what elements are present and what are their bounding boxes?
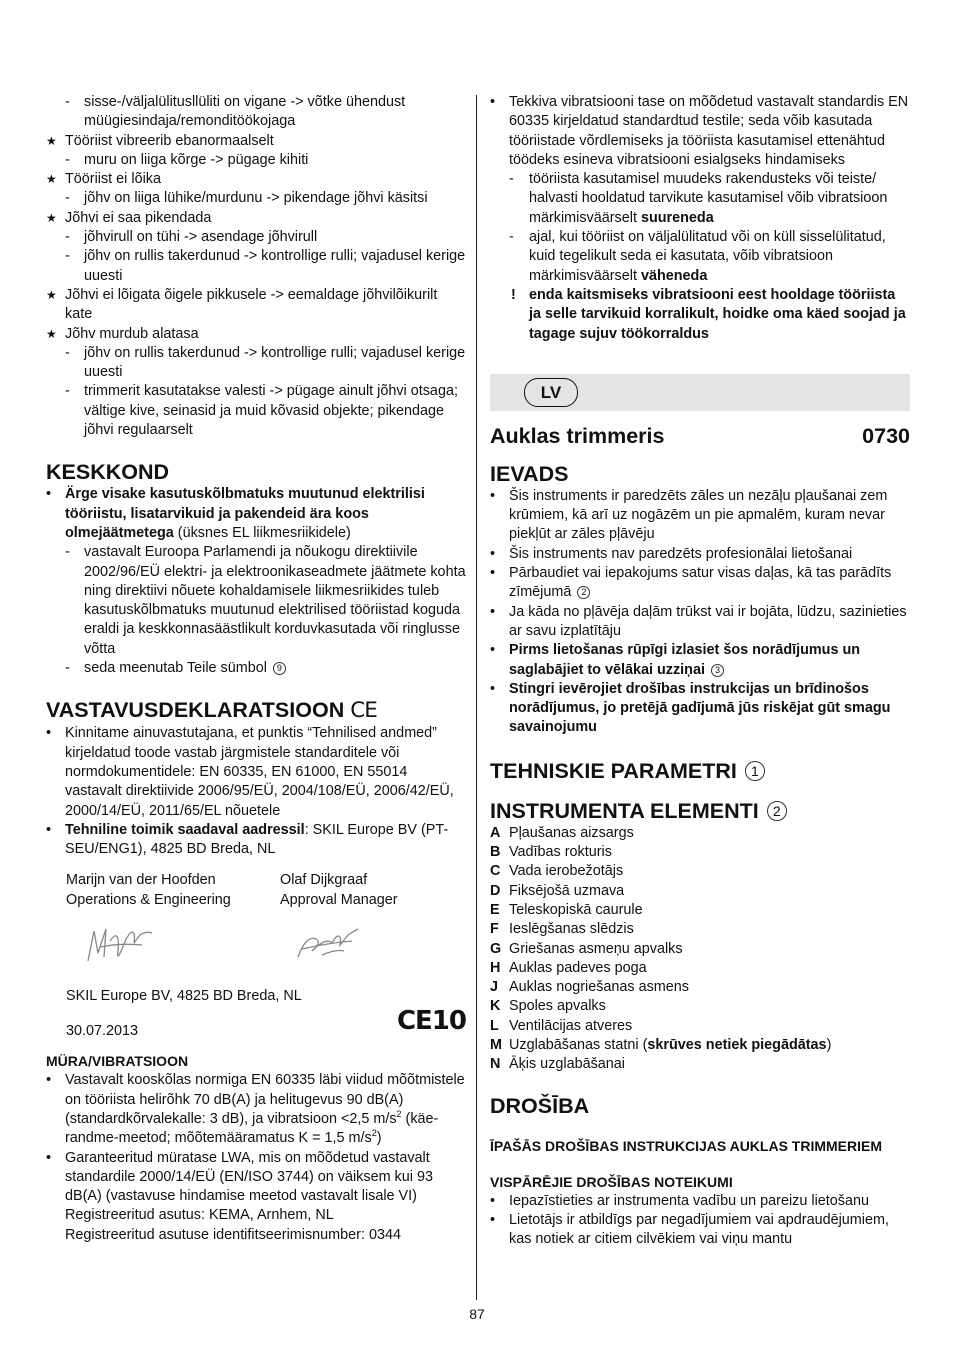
- list-item: • Stingri ievērojiet drošības instrukcijas un brīdinošos norādījumus, jo pretējā gadījumā jūs riskējat gūt smagu savainojumu: [490, 680, 910, 738]
- element-label: Auklas nogriešanas asmens: [509, 979, 689, 996]
- elements-list: [490, 824, 910, 1075]
- list-item: - ajal, kui tööriist on väljalülitatud või on küll sisselülitatud, kuid tegelikult seda ei kasutata, võib vibratsioon märkimisväärselt väheneda: [490, 228, 910, 286]
- list-item: • Iepazīstieties ar instrumenta vadību un pareizu lietošanu: [490, 1192, 910, 1211]
- figure-ref: 2: [767, 801, 787, 821]
- list-item: ★ Tööriist vibreerib ebanormaalselt: [46, 132, 466, 151]
- list-item: • Ja kāda no pļāvēja daļām trūkst vai ir bojāta, lūdzu, sazinieties ar savu izplatītāju: [490, 603, 910, 642]
- language-band: [490, 374, 910, 411]
- figure-ref: 1: [745, 761, 765, 781]
- element-letter: N: [490, 1056, 501, 1073]
- element-item: [490, 920, 910, 939]
- element-letter: A: [490, 824, 501, 841]
- list-item: ★ Jõhv murdub alatasa: [46, 325, 466, 344]
- list-item: ★ Tööriist ei lõika: [46, 170, 466, 189]
- subheading: ĪPAŠĀS DROŠĪBAS INSTRUKCIJAS AUKLAS TRIMMERIEM: [490, 1137, 883, 1154]
- signature-block: [46, 859, 466, 1014]
- list-item: • Kinnitame ainuvastutajana, et punktis “Tehnilised andmed” kirjeldatud toode vastab järgmistele standarditele või normdokumentidele: EN 60335, EN 61000, EN 55014 vastavalt direktiivide 2006/95/EÜ, 2004/108/EÜ, 2006/42/EÜ, 2000/14/EÜ, 2011/65/EL nõuetele: [46, 724, 466, 820]
- left-column: [46, 93, 466, 1245]
- product-title: Auklas trimmeris 0730: [490, 423, 910, 448]
- list-item: - sisse-/väljalülitusllüliti on vigane -> võtke ühendust müügiesindaja/remonditöökojaga: [46, 93, 466, 132]
- element-letter: C: [490, 863, 501, 880]
- ce10-mark: CE10: [396, 1006, 466, 1037]
- element-label: Pļaušanas aizsargs: [509, 824, 634, 841]
- list-item: - jõhvirull on tühi -> asendage jõhvirull: [46, 228, 466, 247]
- list-item: • Pirms lietošanas rūpīgi izlasiet šos norādījumus un saglabājiet to vēlākai uzziņai 3: [490, 641, 910, 680]
- element-letter: L: [490, 1017, 499, 1034]
- subheading: VISPĀRĒJIE DROŠĪBAS NOTEIKUMI: [490, 1173, 733, 1190]
- element-label: Vada ierobežotājs: [509, 863, 624, 880]
- section-heading-ievads: IEVADS: [490, 461, 569, 486]
- element-item: M Uzglabāšanas statni (skrūves netiek piegādātas): [490, 1036, 910, 1055]
- declaration-date: 30.07.2013: [66, 1023, 139, 1040]
- section-heading-drosiba: DROŠĪBA: [490, 1093, 590, 1118]
- list-item: - jõhv on rullis takerdunud -> kontrollige rulli; vajadusel kerige uuesti: [46, 247, 466, 286]
- list-item: ★ Jõhvi ei saa pikendada: [46, 209, 466, 228]
- list-item: - jõhv on liiga lühike/murdunu -> pikendage jõhvi käsitsi: [46, 189, 466, 208]
- list-item: - jõhv on rullis takerdunud -> kontrollige rulli; vajadusel kerige uuesti: [46, 344, 466, 383]
- element-label: Ieslēgšanas slēdzis: [509, 921, 634, 938]
- element-label: Spoles apvalks: [509, 998, 606, 1015]
- list-item: • Pārbaudiet vai iepakojums satur visas daļas, kā tas parādīts zīmējumā 2: [490, 564, 910, 603]
- element-letter: M: [490, 1036, 502, 1053]
- element-label: Uzglabāšanas statni (: [509, 1036, 648, 1053]
- troubleshooting-list: [46, 93, 466, 440]
- language-badge: LV: [524, 378, 578, 407]
- signer-role: Approval Manager: [280, 891, 398, 908]
- list-item: - muru on liiga kõrge -> pügage kihiti: [46, 151, 466, 170]
- element-letter: B: [490, 844, 501, 861]
- list-item: Registreeritud asutuse identifitseerimisnumber: 0344: [65, 1226, 401, 1243]
- element-label: Teleskopiskā caurule: [509, 901, 643, 918]
- element-letter: K: [490, 998, 501, 1015]
- company-address: SKIL Europe BV, 4825 BD Breda, NL: [66, 988, 302, 1005]
- list-item: - seda meenutab Teile sümbol 9: [46, 659, 466, 678]
- element-item: [490, 940, 910, 959]
- section-heading-keskkond: KESKKOND: [46, 460, 170, 485]
- element-item: [490, 901, 910, 920]
- element-item: [490, 862, 910, 881]
- list-item: • Tehniline toimik saadaval aadressil: SKIL Europe BV (PT-SEU/ENG1), 4825 BD Breda, NL: [46, 821, 466, 860]
- list-item: • Šis instruments ir paredzēts zāles un nezāļu pļaušanai zem krūmiem, kā arī uz nogāzēm un pie apmalēm, kuram nevar piekļūt ar zāles pļāvēju: [490, 487, 910, 545]
- section-heading-tech: TEHNISKIE PARAMETRI 1: [490, 758, 910, 784]
- element-letter: F: [490, 921, 499, 938]
- model-number: 0730: [862, 423, 910, 448]
- element-item: [490, 882, 910, 901]
- section-heading-myra: MÜRA/VIBRATSIOON: [46, 1053, 189, 1070]
- right-column: [490, 93, 910, 1249]
- list-item: • Garanteeritud müratase LWA, mis on mõõdetud vastavalt standardile 2000/14/EÜ (EN/ISO 3744) on väiksem kui 93 dB(A) (vastavuse hindamise meetod vastavalt lisale VI): [46, 1149, 466, 1207]
- element-label: Griešanas asmeņu apvalks: [509, 940, 683, 957]
- warning-item: ! enda kaitsmiseks vibratsiooni eest hooldage tööriista ja selle tarvikuid korralikult, hoidke oma käed soojad ja tagage sujuv töökorraldus: [490, 286, 910, 344]
- list-item: • Vastavalt kooskõlas normiga EN 60335 läbi viidud mõõtmistele on tööriista helirõhk 70 dB(A) ja helitugevus 90 dB(A) (standardkõrvalekalle: 3 dB), ja vibratsioon <2,5 $m/s^2$ (käe-randme-meetod; mõõtemääramatus K = 1,5 $m/s^2$): [46, 1071, 466, 1148]
- element-item: [490, 1055, 910, 1074]
- element-item: [490, 997, 910, 1016]
- signer-name: Olaf Dijkgraaf: [280, 872, 368, 889]
- element-label: Fiksējošā uzmava: [509, 882, 625, 899]
- element-letter: E: [490, 901, 500, 918]
- element-item: [490, 843, 910, 862]
- element-letter: J: [490, 979, 499, 996]
- signature-2-image: [292, 925, 366, 963]
- signature-1-image: [80, 921, 160, 969]
- section-heading-vastavus: VASTAVUSDEKLARATSIOON CE: [46, 698, 377, 724]
- element-item: [490, 1017, 910, 1036]
- list-item: - vastavalt Euroopa Parlamendi ja nõukogu direktiivile 2002/96/EÜ elektri- ja elektroonikaseadmete jäätmete kohta ning direktiivi nõuete kohaldamisele liikmesriikides tuleb kasutuskõlbmatuks muutunud elektrilised tööriistad koguda eraldi ja keskkonnasäästlikult korduvkasutada või ringlusse võtta: [46, 543, 466, 659]
- list-item: • Lietotājs ir atbildīgs par negadījumiem vai apdraudējumiem, kas notiek ar citiem cilvēkiem vai viņu mantu: [490, 1211, 910, 1250]
- figure-ref: 9: [273, 662, 286, 675]
- list-item: • Tekkiva vibratsiooni tase on mõõdetud vastavalt standardis EN 60335 kirjeldatud standardtud testile; seda võib kasutada tööriistade võrdlemiseks ja tööriista kasutamisel ettenähtud töödeks esineva vibratsiooni esialgseks hindamiseks: [490, 93, 910, 170]
- element-item: [490, 978, 910, 997]
- signer-name: Marijn van der Hoofden: [66, 872, 216, 889]
- element-label: Āķis uzglabāšanai: [509, 1056, 625, 1073]
- element-label: Ventilācijas atveres: [509, 1017, 633, 1034]
- list-item: - tööriista kasutamisel muudeks rakendusteks või teiste/ halvasti hooldatud tarvikute kasutamisel võib vibratsioon märkimisväärselt suureneda: [490, 170, 910, 228]
- ce-mark: CE: [350, 698, 377, 724]
- element-letter: D: [490, 882, 501, 899]
- list-item: • Šis instruments nav paredzēts profesionālai lietošanai: [490, 545, 910, 564]
- column-divider: [476, 95, 477, 1300]
- list-item: ★ Jõhvi ei lõigata õigele pikkusele -> eemaldage jõhvilõikurilt kate: [46, 286, 466, 325]
- page-number: 87: [469, 1306, 485, 1322]
- list-item: Registreeritud asutus: KEMA, Arnhem, NL: [65, 1207, 334, 1224]
- signer-role: Operations & Engineering: [66, 891, 231, 908]
- element-letter: H: [490, 959, 501, 976]
- element-label: Vadības rokturis: [509, 844, 612, 861]
- element-label: Auklas padeves poga: [509, 959, 647, 976]
- section-heading-elements: INSTRUMENTA ELEMENTI 2: [490, 798, 910, 824]
- list-item: - trimmerit kasutatakse valesti -> pügage ainult jõhvi otsaga; vältige kive, seinasid ja muid kõvasid objekte; pikendage jõhvi regulaarselt: [46, 382, 466, 440]
- element-letter: G: [490, 940, 502, 957]
- element-item: [490, 959, 910, 978]
- figure-ref: 3: [711, 664, 724, 677]
- figure-ref: 2: [577, 586, 590, 599]
- element-item: [490, 824, 910, 843]
- list-item: • Ärge visake kasutuskõlbmatuks muutunud elektrilisi tööriistu, lisatarvikuid ja pakendeid ära koos olmejäätmetega (üksnes EL liikmesriikidele): [46, 485, 466, 543]
